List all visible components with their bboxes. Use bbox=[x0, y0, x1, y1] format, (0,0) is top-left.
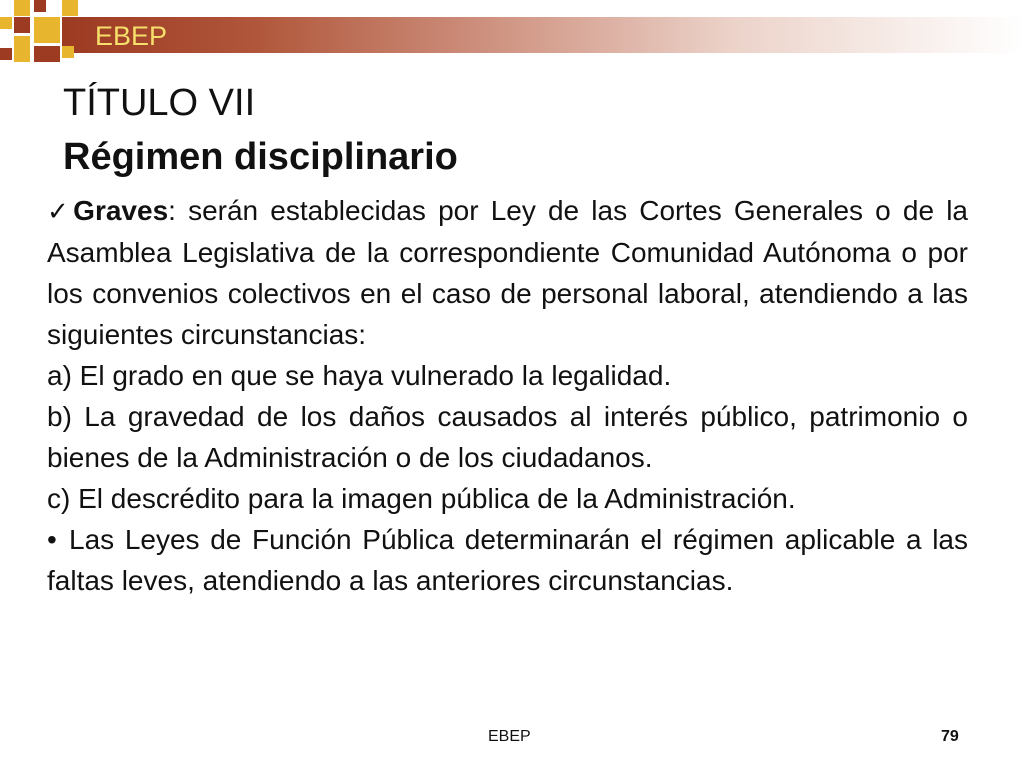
graves-paragraph bbox=[47, 190, 968, 355]
footer-label: EBEP bbox=[488, 728, 531, 745]
bullet-paragraph bbox=[47, 519, 968, 601]
graves-term: Graves bbox=[73, 195, 169, 226]
logo-square bbox=[14, 0, 30, 16]
slide-subtitle: Régimen disciplinario bbox=[63, 136, 458, 178]
logo-square bbox=[0, 48, 12, 60]
header-label: EBEP bbox=[95, 21, 168, 51]
logo-square bbox=[0, 17, 12, 29]
check-icon: ✓ bbox=[47, 196, 74, 226]
bullet-text: Las Leyes de Función Pública determinarán el régimen aplicable a las faltas leves, atendiendo a las anteriores circunstancias. bbox=[47, 524, 968, 596]
graves-text: : serán establecidas por Ley de las Cortes Generales o de la Asamblea Legislativa de la correspondiente Comunidad Autónoma o por los convenios colectivos en el caso de personal laboral, atendiendo a las siguientes circunstancias: bbox=[47, 195, 968, 350]
slide-body bbox=[47, 190, 968, 601]
logo-square bbox=[14, 36, 30, 62]
logo-square bbox=[34, 17, 60, 43]
item-b: b) La gravedad de los daños causados al interés público, patrimonio o bienes de la Administración o de los ciudadanos. bbox=[47, 401, 968, 473]
logo-square bbox=[62, 46, 74, 58]
logo-square bbox=[62, 0, 78, 16]
logo-square bbox=[34, 46, 60, 62]
bullet-icon: • bbox=[47, 524, 57, 555]
item-a: a) El grado en que se haya vulnerado la legalidad. bbox=[47, 360, 672, 391]
slide-title: TÍTULO VII bbox=[63, 82, 256, 124]
page-number: 79 bbox=[941, 728, 959, 745]
item-c: c) El descrédito para la imagen pública de la Administración. bbox=[47, 483, 796, 514]
logo-square bbox=[14, 17, 30, 33]
header-band bbox=[62, 17, 1024, 53]
decorative-squares-logo-icon bbox=[0, 0, 80, 80]
logo-square bbox=[34, 0, 46, 12]
